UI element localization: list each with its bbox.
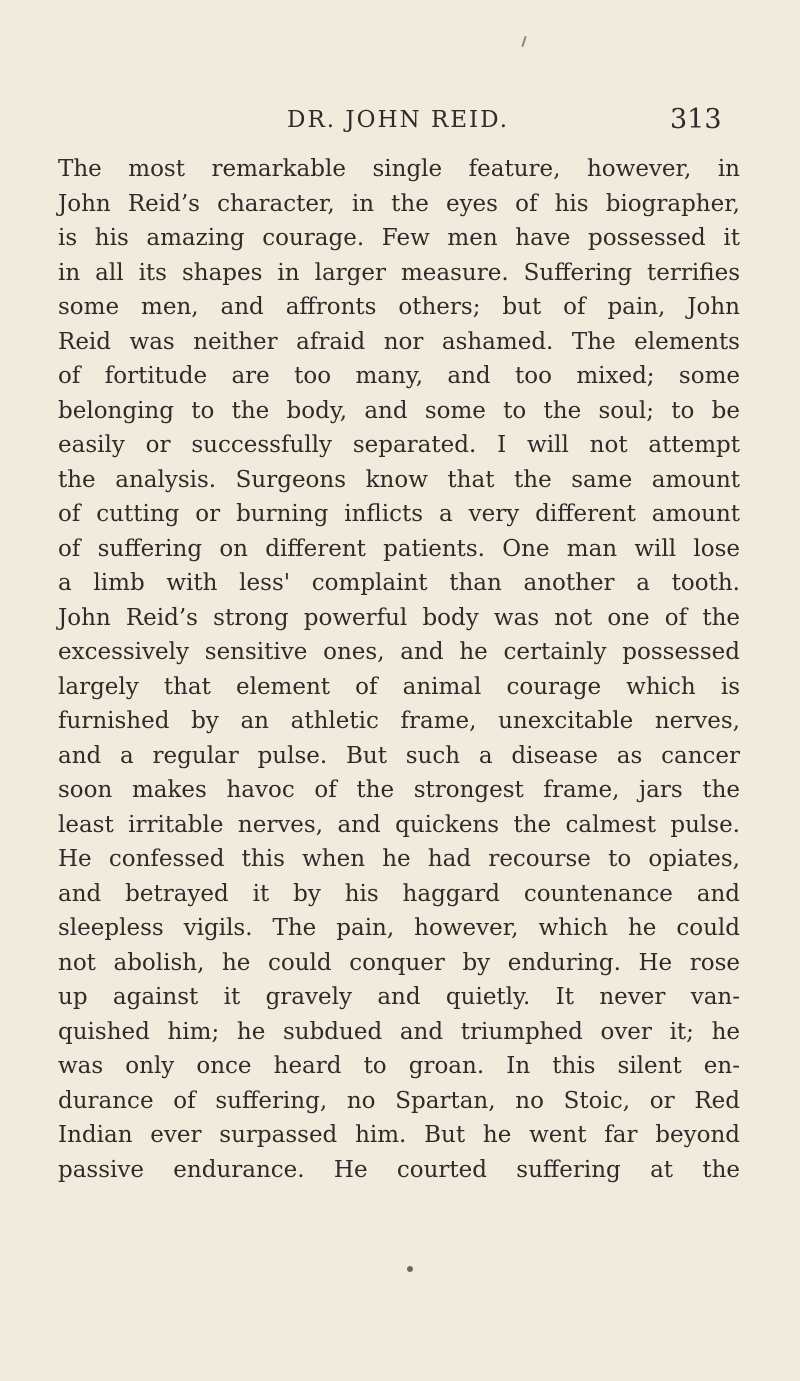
text-line-16: largely that element of animal courage which is [58, 673, 740, 700]
text-line-21: He confessed this when he had recourse to opiates, [58, 846, 740, 872]
page-number: 313 [670, 104, 722, 135]
running-head: DR. JOHN REID. [287, 107, 510, 133]
text-line-5: some men, and affronts others; but of pain, John [58, 294, 740, 320]
text-line-13: a limb with less' complaint than another a tooth. [58, 570, 740, 596]
text-line-1: The most remarkable single feature, however, in [58, 156, 740, 182]
body-text [58, 152, 740, 1187]
text-line-12: of suffering on different patients. One man will lose [58, 535, 740, 562]
text-line-10: the analysis. Surgeons know that the same amount [58, 466, 740, 493]
text-line-17: furnished by an athletic frame, unexcitable nerves, [58, 708, 740, 734]
text-line-9: easily or successfully separated. I will not attempt [58, 432, 740, 458]
printer-mark [521, 36, 526, 47]
text-line-18: and a regular pulse. But such a disease as cancer [58, 742, 740, 769]
text-line-24: not abolish, he could conquer by enduring. He rose [58, 949, 740, 976]
printer-dot [407, 1266, 413, 1272]
text-line-4: in all its shapes in larger measure. Suffering terrifies [58, 259, 740, 286]
text-line-11: of cutting or burning inflicts a very different amount [58, 501, 740, 527]
text-line-15: excessively sensitive ones, and he certainly possessed [58, 639, 740, 665]
text-line-19: soon makes havoc of the strongest frame, jars the [58, 777, 740, 803]
text-line-29: Indian ever surpassed him. But he went far beyond [58, 1122, 740, 1148]
text-line-27: was only once heard to groan. In this silent en- [58, 1053, 740, 1079]
text-line-26: quished him; he subdued and triumphed over it; he [58, 1018, 740, 1045]
text-line-28: durance of suffering, no Spartan, no Stoic, or Red [58, 1087, 740, 1114]
text-line-8: belonging to the body, and some to the soul; to be [58, 397, 740, 424]
text-line-7: of fortitude are too many, and too mixed; some [58, 363, 740, 389]
text-line-2: John Reid’s character, in the eyes of his biographer, [58, 190, 740, 217]
text-line-22: and betrayed it by his haggard countenance and [58, 880, 740, 907]
text-line-20: least irritable nerves, and quickens the calmest pulse. [58, 811, 740, 838]
page-header [0, 103, 800, 137]
text-line-14: John Reid’s strong powerful body was not one of the [58, 604, 740, 631]
text-line-25: up against it gravely and quietly. It never van- [58, 984, 740, 1010]
text-line-30: passive endurance. He courted suffering at the [58, 1156, 740, 1183]
text-line-3: is his amazing courage. Few men have possessed it [58, 225, 740, 251]
text-line-6: Reid was neither afraid nor ashamed. The elements [58, 328, 740, 355]
text-line-23: sleepless vigils. The pain, however, which he could [58, 915, 740, 941]
